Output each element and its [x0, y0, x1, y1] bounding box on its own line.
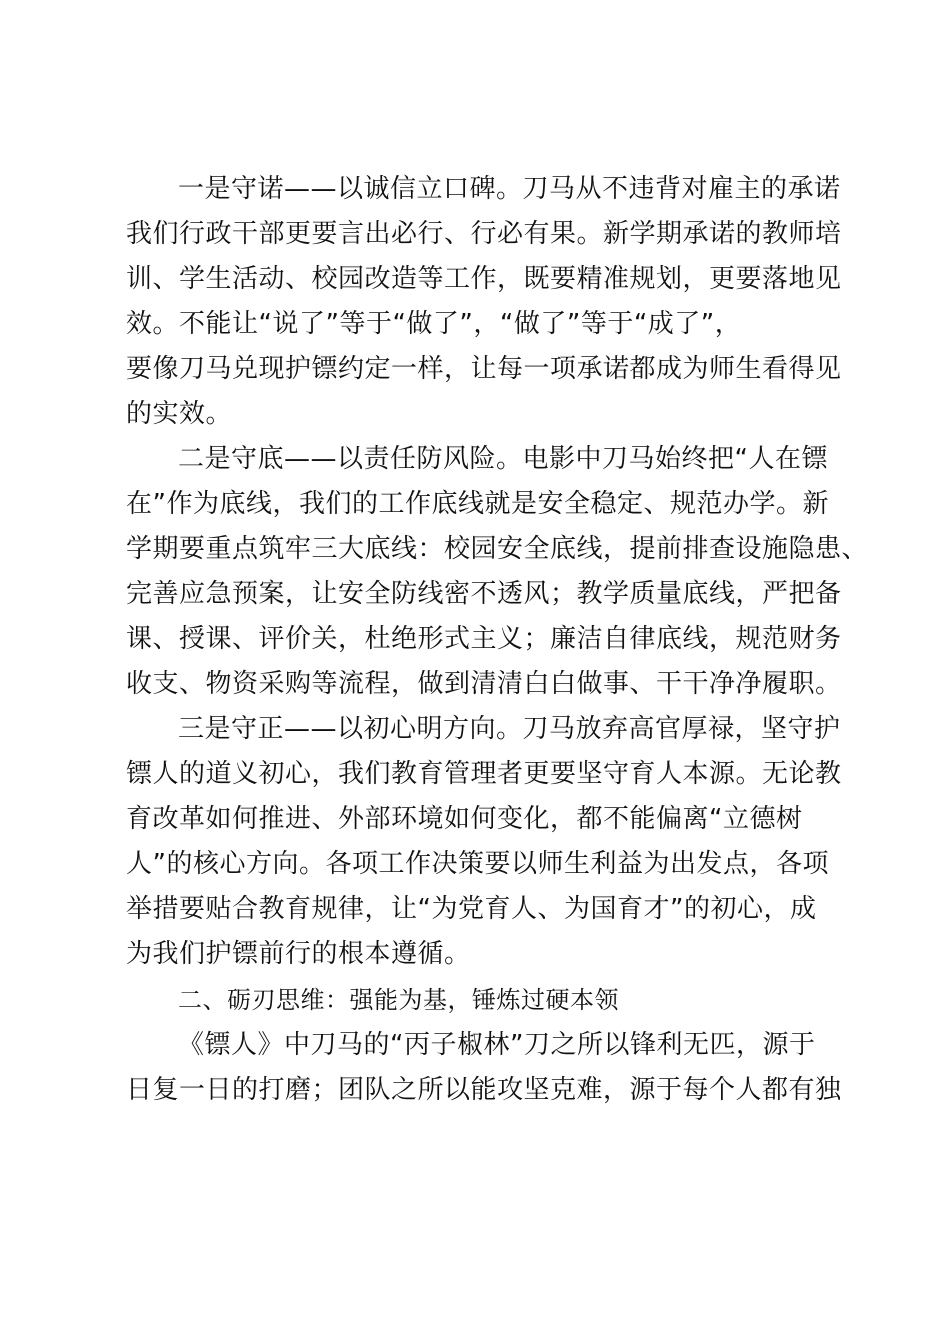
- paragraph-1-line-5: 要像刀马兑现护镖约定一样，让每一项承诺都成为师生看得见: [126, 354, 842, 384]
- paragraph-2-line-5: 课、授课、评价关，杜绝形式主义；廉洁自律底线，规范财务: [126, 624, 842, 654]
- paragraph-2-line-1: 二是守底——以责任防风险。电影中刀马始终把“人在镖: [178, 444, 828, 474]
- paragraph-3-line-5: 举措要贴合教育规律，让“为党育人、为国育才”的初心，成: [126, 894, 817, 924]
- paragraph-1-line-1: 一是守诺——以诚信立口碑。刀马从不违背对雇主的承诺: [178, 174, 841, 204]
- paragraph-4-line-1: 《镖人》中刀马的“丙子椒林”刀之所以锋利无匹，源于: [178, 1030, 816, 1060]
- paragraph-1-line-3: 训、学生活动、校园改造等工作，既要精准规划，更要落地见: [126, 264, 842, 294]
- paragraph-2-line-2: 在”作为底线，我们的工作底线就是安全稳定、规范办学。新: [126, 489, 829, 519]
- paragraph-3-line-1: 三是守正——以初心明方向。刀马放弃高官厚禄，坚守护: [178, 714, 841, 744]
- paragraph-1-line-2: 我们行政干部更要言出必行、行必有果。新学期承诺的教师培: [126, 219, 842, 249]
- paragraph-3-line-3: 育改革如何推进、外部环境如何变化，都不能偏离“立德树: [126, 804, 803, 834]
- paragraph-4-line-2: 日复一日的打磨；团队之所以能攻坚克难，源于每个人都有独: [126, 1075, 842, 1105]
- paragraph-2-line-3: 学期要重点筑牢三大底线：校园安全底线，提前排查设施隐患、: [126, 534, 869, 564]
- paragraph-1-line-6: 的实效。: [126, 399, 233, 429]
- paragraph-1-line-4: 效。不能让“说了”等于“做了”，“做了”等于“成了”，: [126, 309, 742, 339]
- paragraph-2-line-6: 收支、物资采购等流程，做到清清白白做事、干干净净履职。: [126, 669, 842, 699]
- section-heading: 二、砺刃思维：强能为基，锤炼过硬本领: [178, 986, 619, 1014]
- paragraph-2-line-4: 完善应急预案，让安全防线密不透风；教学质量底线，严把备: [126, 579, 842, 609]
- paragraph-3-line-4: 人”的核心方向。各项工作决策要以师生利益为出发点，各项: [126, 849, 829, 879]
- paragraph-3-line-2: 镖人的道义初心，我们教育管理者更要坚守育人本源。无论教: [126, 759, 842, 789]
- paragraph-3-line-6: 为我们护镖前行的根本遵循。: [126, 939, 471, 969]
